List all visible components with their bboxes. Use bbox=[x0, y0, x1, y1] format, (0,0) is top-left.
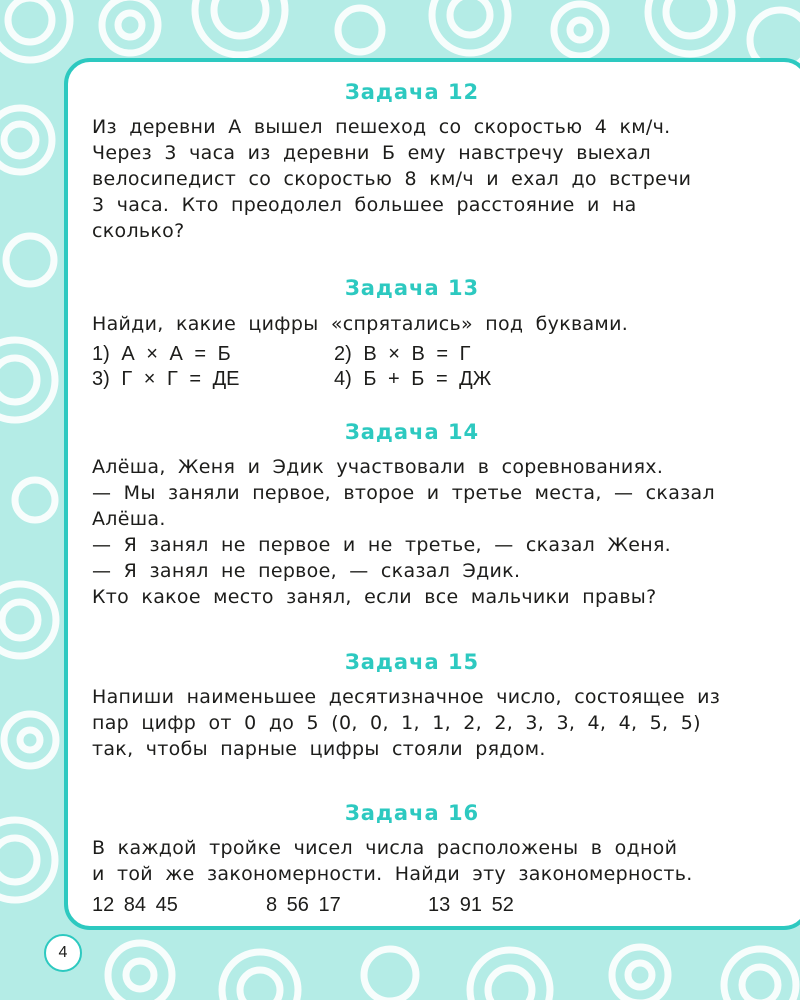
task-14-line: — Я занял не первое, — сказал Эдик. bbox=[92, 560, 521, 582]
task-15-text bbox=[92, 684, 742, 762]
task-14-line: Алёша, Женя и Эдик участвовали в соревнованиях. bbox=[92, 456, 664, 478]
task-12-text bbox=[92, 114, 742, 244]
task-13-line: Найди, какие цифры «спрятались» под буквами. bbox=[92, 313, 629, 335]
task-12-line: 3 часа. Кто преодолел большее расстояние и на bbox=[92, 194, 637, 216]
task-14-line: — Я занял не первое и не третье, — сказал Женя. bbox=[92, 534, 672, 556]
task-14-line: — Мы заняли первое, второе и третье места, — сказал bbox=[92, 482, 715, 504]
task-14-text bbox=[92, 454, 742, 610]
task-13-title: Задача 13 bbox=[344, 276, 480, 300]
task-14-title: Задача 14 bbox=[344, 420, 480, 444]
task-15-title: Задача 15 bbox=[344, 650, 480, 674]
task-14-line: Кто какое место занял, если все мальчики правы? bbox=[92, 586, 657, 608]
task-12-line: Из деревни А вышел пешеход со скоростью 4 км/ч. bbox=[92, 116, 671, 138]
task-16-line: В каждой тройке чисел числа расположены в одной bbox=[92, 837, 678, 859]
number-triple-3: 13 91 52 bbox=[428, 894, 514, 916]
task-16-line: и той же закономерности. Найди эту закономерность. bbox=[92, 863, 693, 885]
page-number: 4 bbox=[44, 934, 82, 972]
task-12-line: сколько? bbox=[92, 220, 185, 242]
task-15-line: Напиши наименьшее десятизначное число, состоящее из bbox=[92, 686, 721, 708]
equation-1: 1) А × А = Б bbox=[92, 343, 231, 365]
equation-4: 4) Б + Б = ДЖ bbox=[334, 368, 492, 390]
task-12-title: Задача 12 bbox=[344, 80, 480, 104]
number-triple-1: 12 84 45 bbox=[92, 894, 178, 916]
task-15-line: пар цифр от 0 до 5 (0, 0, 1, 1, 2, 2, 3, 3, 4, 4, 5, 5) bbox=[92, 712, 701, 734]
equation-3: 3) Г × Г = ДЕ bbox=[92, 368, 240, 390]
task-16-text bbox=[92, 835, 742, 887]
task-12-line: Через 3 часа из деревни Б ему навстречу выехал bbox=[92, 142, 651, 164]
number-triple-2: 8 56 17 bbox=[266, 894, 341, 916]
task-16-title: Задача 16 bbox=[344, 801, 480, 825]
task-13-intro bbox=[92, 311, 742, 337]
task-12-line: велосипедист со скоростью 8 км/ч и ехал до встречи bbox=[92, 168, 692, 190]
task-15-line: так, чтобы парные цифры стояли рядом. bbox=[92, 738, 546, 760]
equation-2: 2) В × В = Г bbox=[334, 343, 471, 365]
task-14-line: Алёша. bbox=[92, 508, 166, 530]
